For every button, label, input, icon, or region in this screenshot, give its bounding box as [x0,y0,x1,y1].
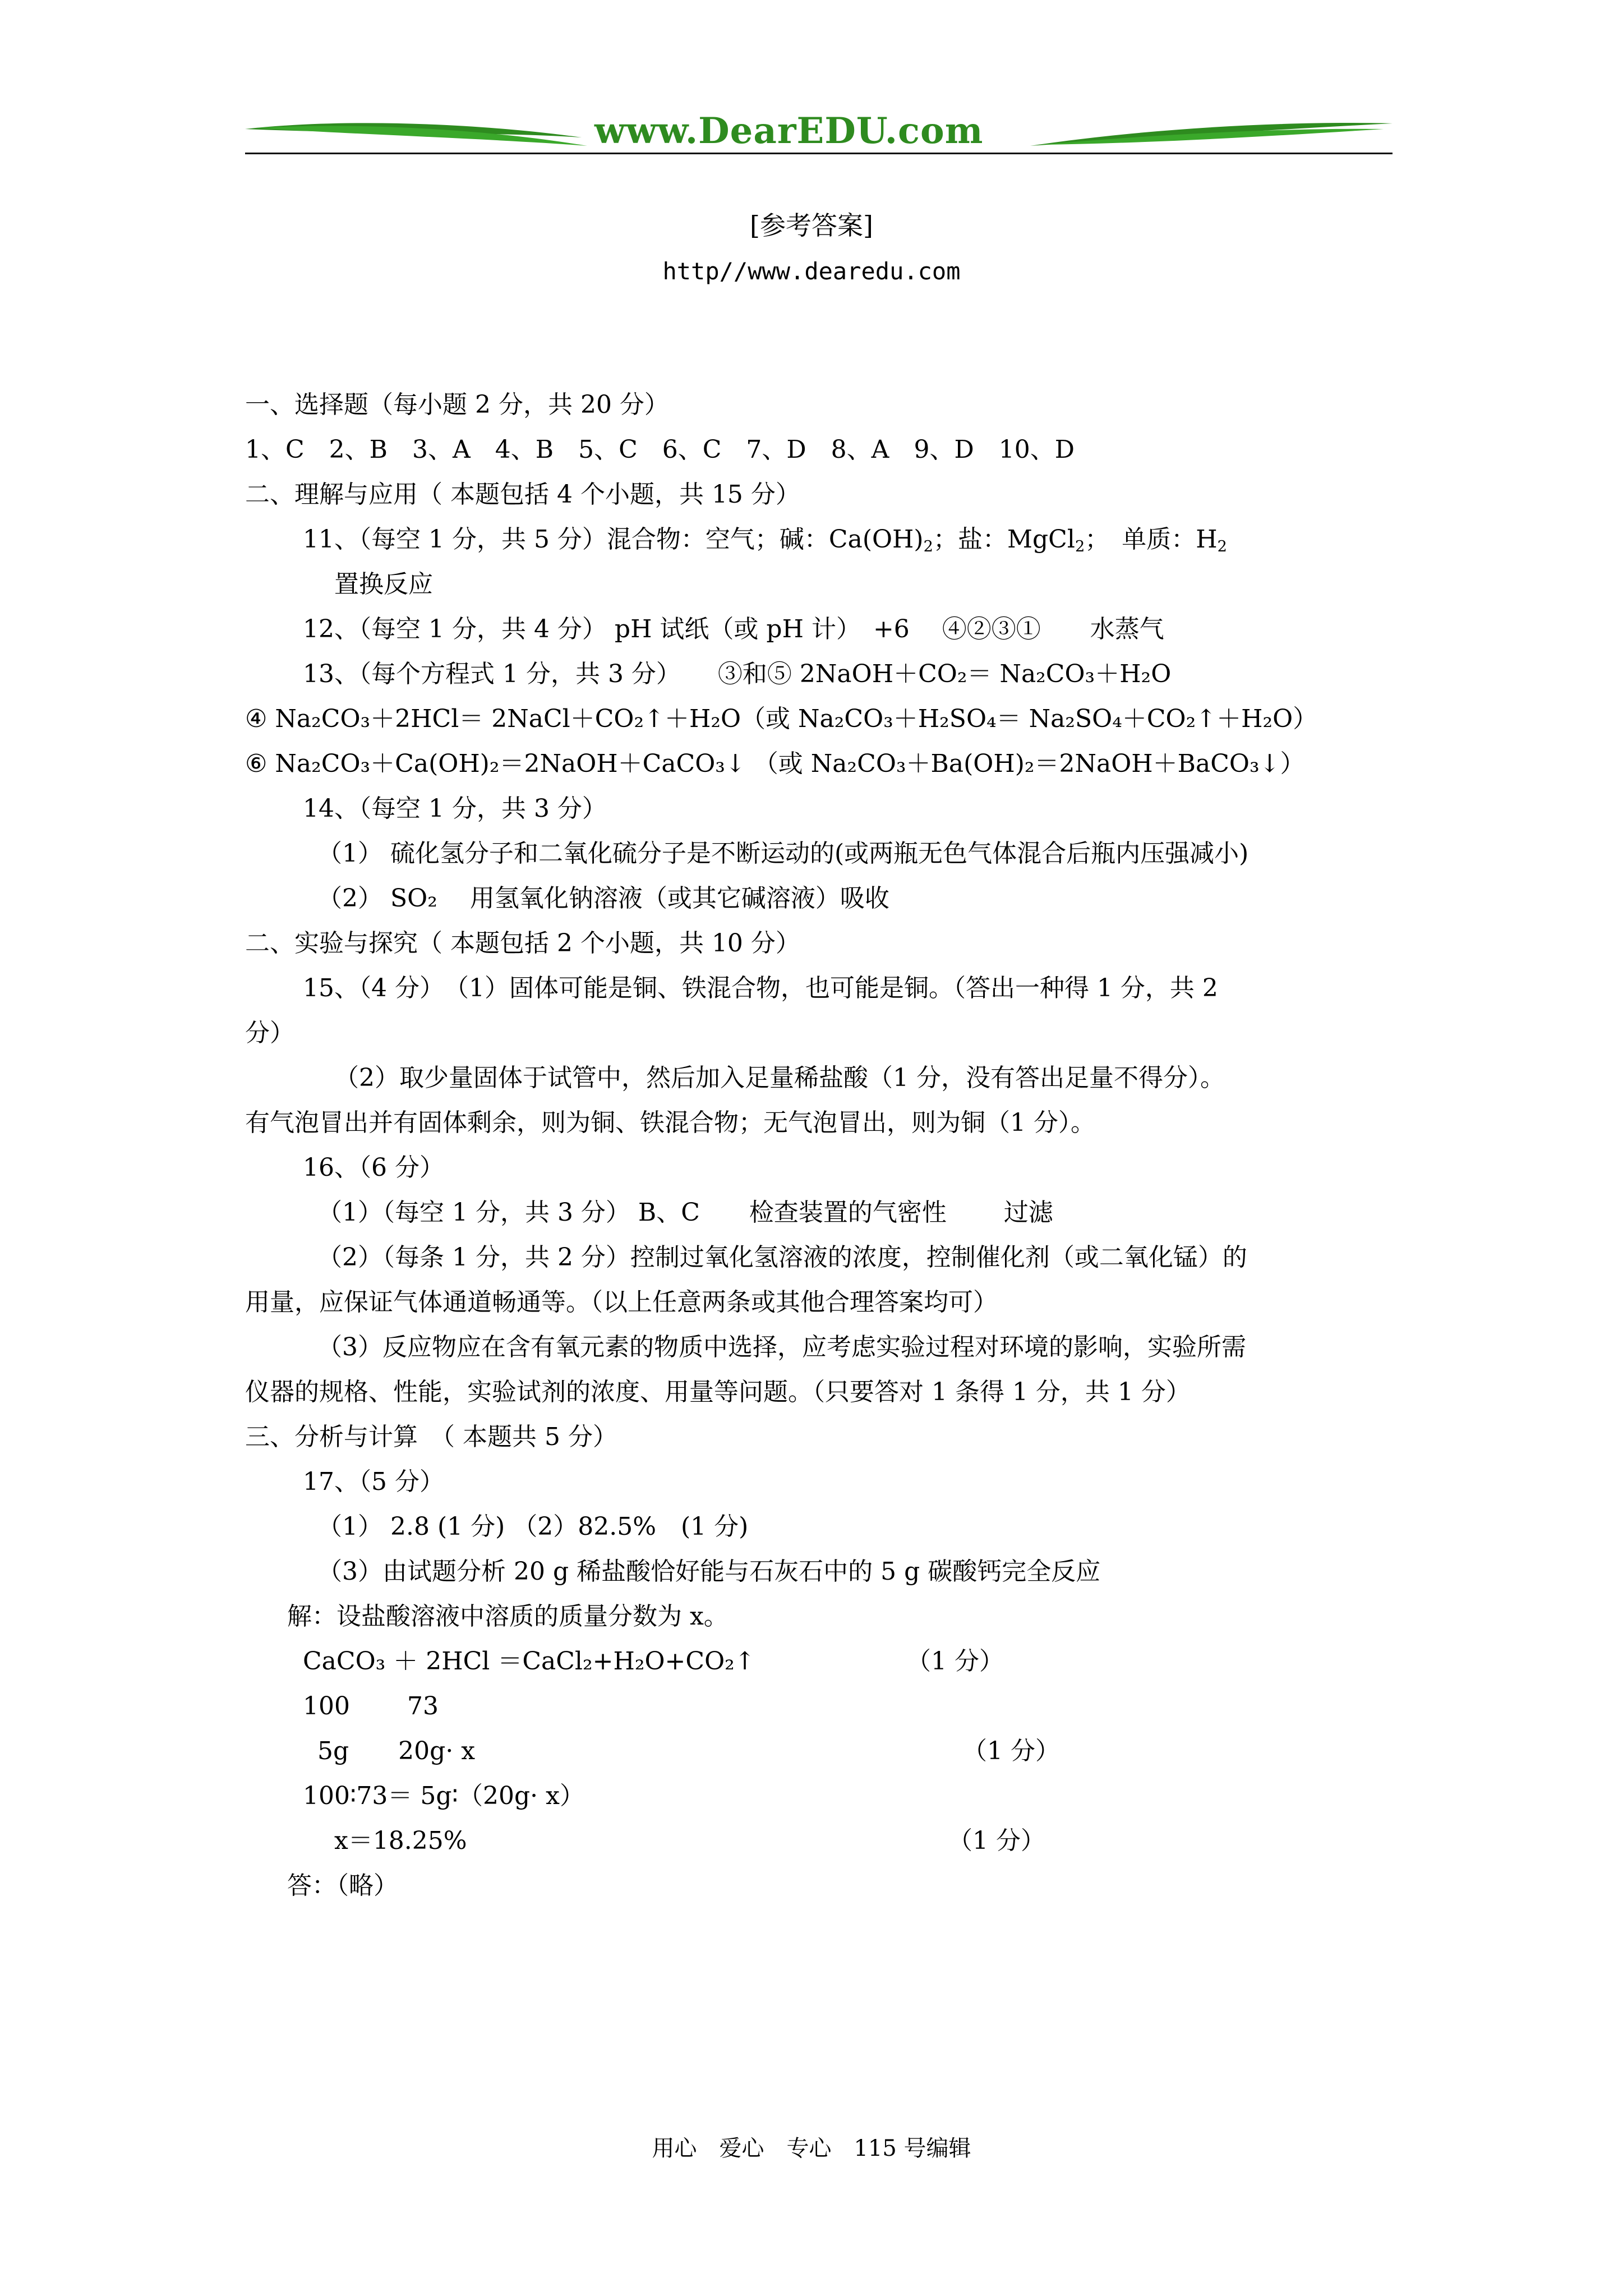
answer-line-q16: 16、（6 分） [303,1153,444,1182]
section-heading: 二、理解与应用（ 本题包括 4 个小题，共 15 分） [245,480,800,509]
answer-line: 分） [245,1019,294,1047]
q11-sub-b: 2 [1075,537,1085,555]
answer-line: （2）取少量固体于试管中，然后加入足量稀盐酸（1 分，没有答出足量不得分）。 [334,1064,1225,1092]
header-divider [245,153,1393,154]
q11-sub-a: 2 [923,537,933,555]
answer-line: （2）（每条 1 分，共 2 分）控制过氧化氢溶液的浓度，控制催化剂（或二氧化锰）的 [317,1243,1247,1272]
answer-line: （1）（每空 1 分，共 3 分） B、C 检查装置的气密性 过滤 [317,1198,1053,1227]
section-heading: 二、实验与探究（ 本题包括 2 个小题，共 10 分） [245,929,800,958]
ratio-line: 100∶73＝ 5g∶（20g· x） [303,1782,584,1810]
answer-line: 用量，应保证气体通道畅通等。（以上任意两条或其他合理答案均可） [245,1288,998,1317]
answer-line: 有气泡冒出并有固体剩余，则为铜、铁混合物；无气泡冒出，则为铜（1 分）。 [245,1108,1095,1137]
q11-text-c: ； 单质：H [1085,525,1218,554]
answer-line: 1、C 2、B 3、A 4、B 5、C 6、C 7、D 8、A 9、D 10、D [245,435,1075,464]
page-title: [参考答案] [750,210,873,241]
answer-line-q14: 14、（每空 1 分，共 3 分） [303,794,607,823]
answer-line-q11 [303,523,1227,556]
q11-text-a: 11、（每空 1 分，共 5 分）混合物：空气；碱：Ca(OH) [303,525,924,554]
score-note: （1 分） [948,1826,1045,1855]
answer-line: （3）由试题分析 20 g 稀盐酸恰好能与石灰石中的 5 g 碳酸钙完全反应 [317,1557,1101,1586]
result-line: x＝18.25% [334,1826,467,1855]
site-name: www.DearEDU.com [594,110,984,152]
answer-line: ④ Na₂CO₃＋2HCl＝ 2NaCl＋CO₂↑＋H₂O（或 Na₂CO₃＋H₂SO₄＝ Na₂SO₄＋CO₂↑＋H₂O） [245,705,1318,733]
answer-line: （3）反应物应在含有氧元素的物质中选择，应考虑实验过程对环境的影响，实验所需 [317,1333,1246,1361]
section-heading: 三、分析与计算 （ 本题共 5 分） [245,1423,617,1451]
answer-line: （2） SO₂ 用氢氧化钠溶液（或其它碱溶液）吸收 [317,884,889,913]
answer-line-q13: 13、（每个方程式 1 分，共 3 分） ③和⑤ 2NaOH＋CO₂＝ Na₂CO₃＋H₂O [303,660,1172,688]
molar-mass-line: 100 73 [303,1692,439,1720]
answer-line: （1） 硫化氢分子和二氧化硫分子是不断运动的(或两瓶无色气体混合后瓶内压强减小) [317,839,1249,868]
score-note: （1 分） [906,1647,1004,1676]
mass-line: 5g 20g· x [317,1737,476,1765]
answer-line: 仪器的规格、性能，实验试剂的浓度、用量等问题。（只要答对 1 条得 1 分，共 1 分） [245,1378,1191,1406]
answer-line: （1） 2.8 (1 分) （2）82.5% (1 分) [317,1512,749,1541]
answer-line: ⑥ Na₂CO₃＋Ca(OH)₂＝2NaOH＋CaCO₃↓ （或 Na₂CO₃＋Ba(OH)₂＝2NaOH＋BaCO₃↓） [245,749,1305,778]
section-heading: 一、选择题（每小题 2 分，共 20 分） [245,390,669,419]
answer-line-q17: 17、（5 分） [303,1467,444,1496]
page-footer: 用心 爱心 专心 115 号编辑 [652,2136,971,2161]
score-note: （1 分） [962,1737,1060,1765]
q11-text-b: ；盐：MgCl [933,525,1075,554]
chemical-equation: CaCO₃ ＋ 2HCl ＝CaCl₂+H₂O+CO₂↑ [303,1647,755,1676]
solution-setup: 解：设盐酸溶液中溶质的质量分数为 x。 [287,1602,728,1631]
q11-sub-c: 2 [1217,537,1228,555]
answer-line-q12: 12、（每空 1 分，共 4 分） pH 试纸（或 pH 计） +6 ④②③① 水蒸气 [303,615,1164,643]
page-url: http//www.dearedu.com [662,257,961,285]
answer-line-q15: 15、（4 分） （1）固体可能是铜、铁混合物，也可能是铜。（答出一种得 1 分，共 2 [303,974,1218,1002]
answer-line: 置换反应 [334,570,433,599]
final-answer: 答：（略） [287,1871,398,1900]
